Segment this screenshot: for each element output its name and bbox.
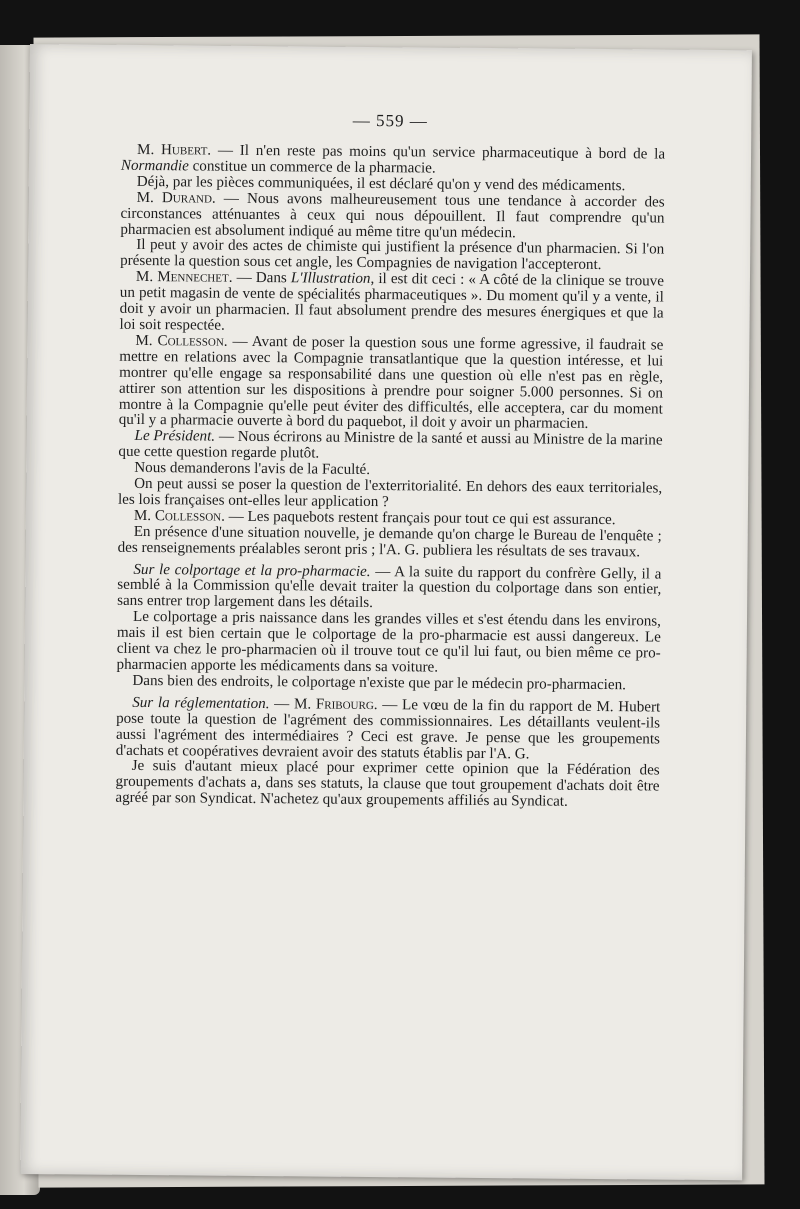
document-page [20,44,752,1180]
speaker-name: M. Collesson. [135,332,228,350]
body-text [115,143,665,812]
speaker-name: Le Président. [134,428,216,445]
paragraph: M. Mennechet. — Dans L'Illustration, il est dit ceci : « A côté de la clinique se trouve un petit magasin de vente de spécialités pharmaceutiques ». Du moment qu'il y a vente, il doit y avoir un pharmacien. Il faut absolument prendre des mesures énergiques et que la loi soit respectée. [119,269,665,334]
speaker-name: M. Fribourg. [293,696,378,713]
paragraph: Dans bien des endroits, le colportage n'existe que par le médecin pro-pharmacien. [132,672,627,694]
paragraph: Le colportage a pris naissance dans les grandes villes et s'est étendu dans les environs, mais il est bien certain que le colportage de la pro-pharmacie est aussi dangereux. Le client va chez le pro-pharmacien où il trouve tout ce qu'il lui faut, ou bien même ce pro-pharmacien apporte les médicaments dans sa voiture. [116,609,662,676]
paragraph: Je suis d'autant mieux placé pour exprimer cette opinion que la Fédération des groupements d'achats a, dans ses statuts, la clause que tout groupement d'achats doit être agréé par son Syndicat. N'achetez qu'aux groupements affiliés au Syndicat. [115,758,660,810]
speaker-name: M. Hubert. [137,141,212,159]
paragraph: Sur le colportage et la pro-pharmacie. — A la suite du rapport du confrère Gelly, il a semblé à la Commission qu'elle devait traiter la question du colportage dans son entier, sans entrer trop largement dans les détails. [117,561,662,612]
page-number: — 559 — [352,110,428,131]
paragraph: Il peut y avoir des actes de chimiste qui justifient la présence d'un pharmacien. Si l'on présente la question sous cet angle, les Compagnies de navigation l'accepteront. [120,237,665,274]
paragraph: En présence d'une situation nouvelle, je demande qu'on charge le Bureau de l'enquête ; des renseignements préalables seront pris ; l'A. G. publiera les résultats de ses travaux. [117,523,662,560]
paragraph: M. Collesson. — Avant de poser la question sous une forme agressive, il faudrait se mettre en relations avec la Compagnie transatlantique que la question intéresse, et lui montrer qu'elle engage sa responsabilité dans une question où elle n'est pas en règle, attirer son attention sur les dispositions à prendre pour soigner 5.000 personnes. Si on montre à la Compagnie qu'elle peut éviter des difficultés, elle acceptera, car du moment qu'il y a pharmacie ouverte à bord du paquebot, il doit y avoir un pharmacien. [118,332,664,433]
paragraph: On peut aussi se poser la question de l'exterritorialité. En dehors des eaux territoriales, les lois françaises ont-elles leur application ? [117,475,663,511]
paragraph: M. Collesson. — Les paquebots restent français pour tout ce qui est assurance. [133,507,616,528]
paragraph: Nous demanderons l'avis de la Faculté. [134,460,371,479]
speaker-name: M. Durand. [136,189,216,207]
section-heading: Sur le colportage et la pro-pharmacie. [133,561,371,580]
paragraph: Le Président. — Nous écrirons au Ministre de la santé et aussi au Ministre de la marine que cette question regarde plutôt. [118,428,663,462]
paragraph: Sur la réglementation. — M. Fribourg. — Le vœu de la fin du rapport de M. Hubert pose toute la question de l'agrément des commissionnaires. Les détaillants veulent-ils aussi l'agrément des intermédiaires ? Ceci est grave. Je pense que les groupements d'achats et coopératives devraient avoir des statuts établis par l'A. G. [115,694,661,762]
paragraph: M. Hubert. — Il n'en reste pas moins qu'un service pharmaceutique à bord de la Normandie constitue un commerce de la pharmacie. [120,141,666,177]
speaker-name: M. Collesson. [133,507,226,525]
speaker-name: M. Mennechet. [135,269,233,287]
paragraph: Déjà, par les pièces communiquées, il est déclaré qu'on y vend des médicaments. [136,173,626,195]
section-heading: Sur la réglementation. [132,694,270,712]
paragraph: M. Durand. — Nous avons malheureusement tous une tendance à accorder des circonstances atténuantes à ceux qui nous dépouillent. Il faut comprendre qu'un pharmacien est absolument indiqué au même titre qu'un médecin. [120,189,665,241]
